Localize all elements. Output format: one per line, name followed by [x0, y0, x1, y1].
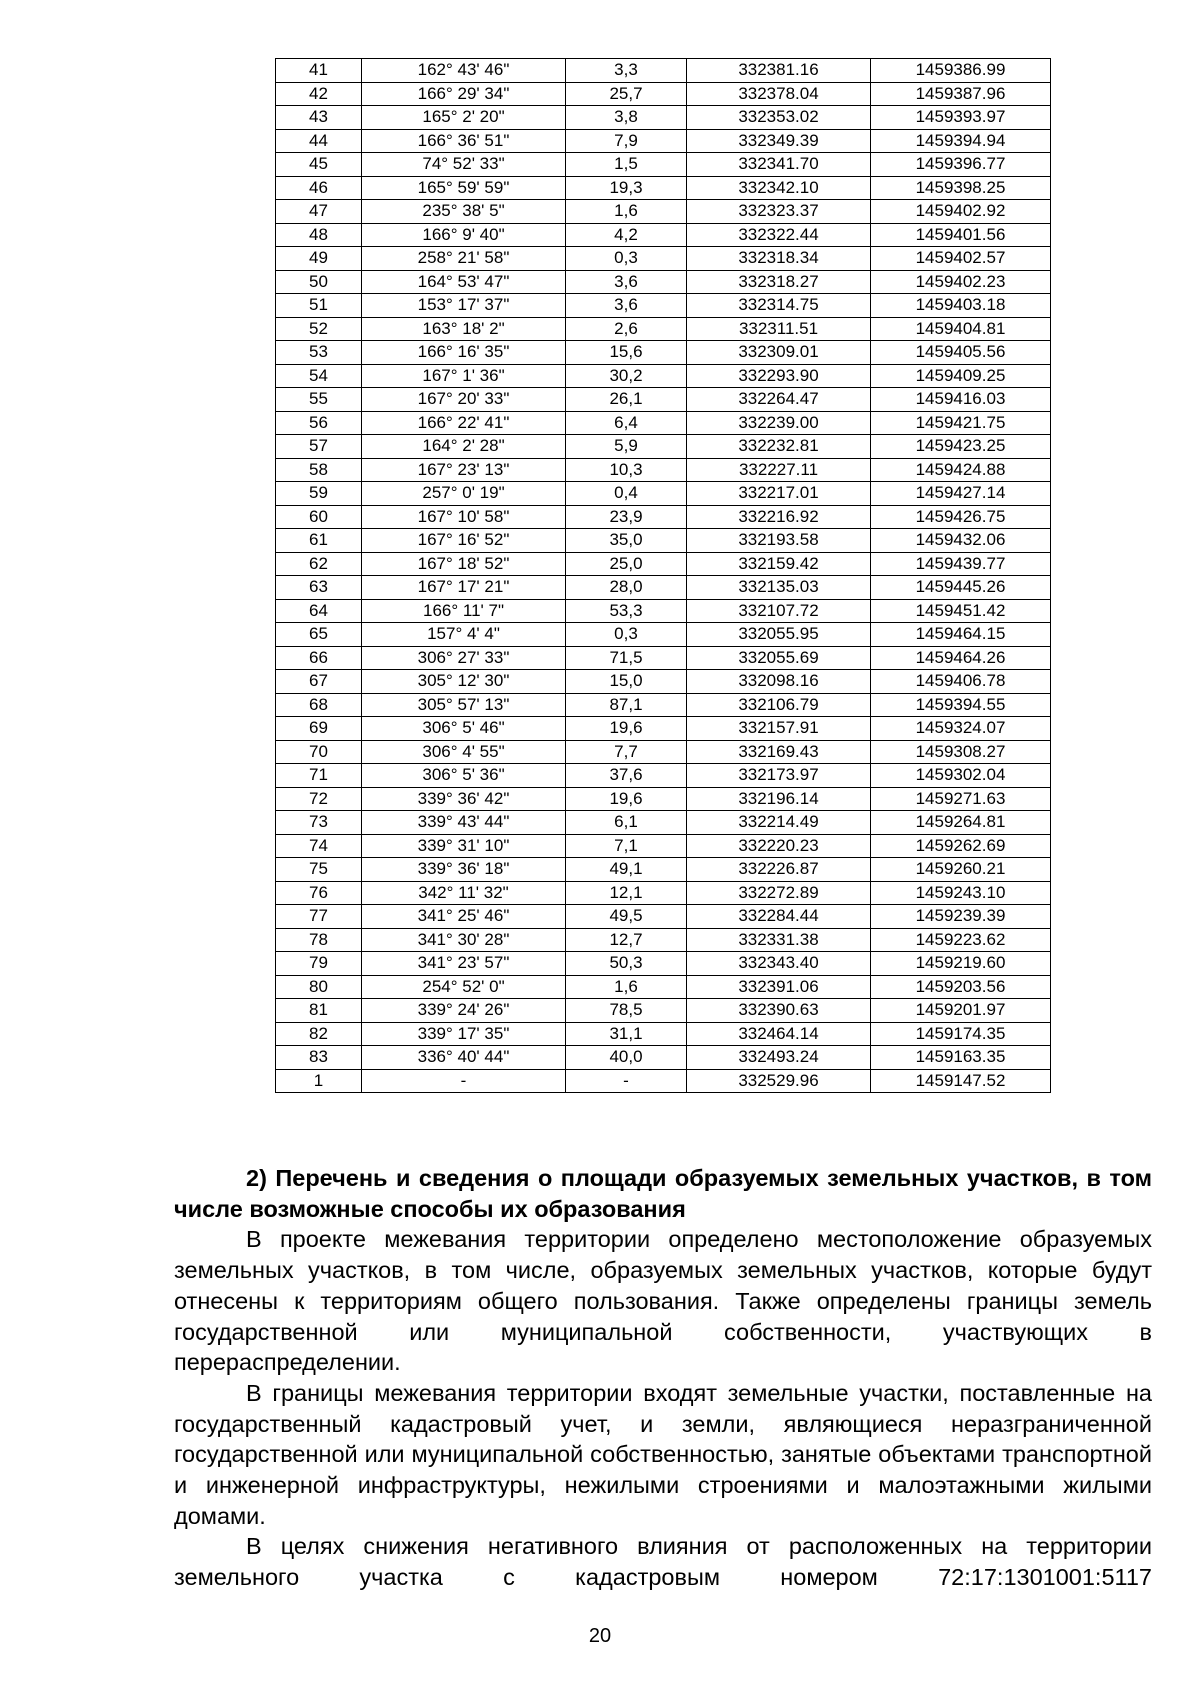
coordinates-table [275, 58, 1051, 1093]
table-row [276, 1069, 1051, 1093]
bearing-cell: 163° 18' 2" [362, 317, 566, 341]
table-row [276, 858, 1051, 882]
distance-cell: 3,3 [566, 59, 687, 83]
point-number-cell: 70 [276, 740, 362, 764]
table-row [276, 59, 1051, 83]
point-number-cell: 76 [276, 881, 362, 905]
y-coordinate-cell: 1459387.96 [871, 82, 1051, 106]
distance-cell: 37,6 [566, 764, 687, 788]
table-row [276, 599, 1051, 623]
bearing-cell: 306° 5' 46" [362, 717, 566, 741]
distance-cell: 50,3 [566, 952, 687, 976]
y-coordinate-cell: 1459262.69 [871, 834, 1051, 858]
y-coordinate-cell: 1459203.56 [871, 975, 1051, 999]
distance-cell: 25,7 [566, 82, 687, 106]
point-number-cell: 57 [276, 435, 362, 459]
point-number-cell: 73 [276, 811, 362, 835]
table-row [276, 364, 1051, 388]
point-number-cell: 48 [276, 223, 362, 247]
table-row [276, 435, 1051, 459]
x-coordinate-cell: 332391.06 [687, 975, 871, 999]
x-coordinate-cell: 332309.01 [687, 341, 871, 365]
x-coordinate-cell: 332196.14 [687, 787, 871, 811]
x-coordinate-cell: 332311.51 [687, 317, 871, 341]
bearing-cell: 167° 17' 21" [362, 576, 566, 600]
y-coordinate-cell: 1459421.75 [871, 411, 1051, 435]
bearing-cell: 157° 4' 4" [362, 623, 566, 647]
distance-cell: 31,1 [566, 1022, 687, 1046]
paragraph-2: В границы межевания территории входят земельные участки, поставленные на государственный кадастровый учет, и земли, являющиеся неразграниченной государственной или муниципальной собственностью, занятые объектами транспортной и инженерной инфраструктуры, нежилыми строениями и малоэтажными жилыми домами. [174, 1379, 1152, 1529]
x-coordinate-cell: 332216.92 [687, 505, 871, 529]
x-coordinate-cell: 332349.39 [687, 129, 871, 153]
bearing-cell: 167° 16' 52" [362, 529, 566, 553]
bearing-cell: 166° 22' 41" [362, 411, 566, 435]
point-number-cell: 42 [276, 82, 362, 106]
distance-cell: 49,1 [566, 858, 687, 882]
table-row [276, 341, 1051, 365]
point-number-cell: 77 [276, 905, 362, 929]
x-coordinate-cell: 332314.75 [687, 294, 871, 318]
bearing-cell: 165° 2' 20" [362, 106, 566, 130]
point-number-cell: 58 [276, 458, 362, 482]
y-coordinate-cell: 1459223.62 [871, 928, 1051, 952]
table-row [276, 82, 1051, 106]
table-row [276, 388, 1051, 412]
table-row [276, 176, 1051, 200]
bearing-cell: 166° 9' 40" [362, 223, 566, 247]
table-row [276, 153, 1051, 177]
table-row [276, 482, 1051, 506]
bearing-cell: 305° 57' 13" [362, 693, 566, 717]
distance-cell: 1,6 [566, 975, 687, 999]
distance-cell: 35,0 [566, 529, 687, 553]
point-number-cell: 53 [276, 341, 362, 365]
distance-cell: 0,3 [566, 247, 687, 271]
section-heading: 2) Перечень и сведения о площади образуемых земельных участков, в том числе возможные способы их образования [174, 1165, 1152, 1222]
y-coordinate-cell: 1459426.75 [871, 505, 1051, 529]
point-number-cell: 47 [276, 200, 362, 224]
x-coordinate-cell: 332331.38 [687, 928, 871, 952]
table-row [276, 623, 1051, 647]
point-number-cell: 83 [276, 1046, 362, 1070]
table-row [276, 576, 1051, 600]
y-coordinate-cell: 1459302.04 [871, 764, 1051, 788]
table-row [276, 999, 1051, 1023]
point-number-cell: 59 [276, 482, 362, 506]
distance-cell: 10,3 [566, 458, 687, 482]
coordinates-table-body [276, 59, 1051, 1093]
y-coordinate-cell: 1459424.88 [871, 458, 1051, 482]
distance-cell: 0,3 [566, 623, 687, 647]
distance-cell: 3,6 [566, 294, 687, 318]
table-row [276, 247, 1051, 271]
y-coordinate-cell: 1459402.92 [871, 200, 1051, 224]
distance-cell: 7,7 [566, 740, 687, 764]
table-row [276, 270, 1051, 294]
distance-cell: 15,0 [566, 670, 687, 694]
bearing-cell: 339° 43' 44" [362, 811, 566, 835]
y-coordinate-cell: 1459432.06 [871, 529, 1051, 553]
x-coordinate-cell: 332322.44 [687, 223, 871, 247]
point-number-cell: 66 [276, 646, 362, 670]
bearing-cell: 258° 21' 58" [362, 247, 566, 271]
bearing-cell: 341° 25' 46" [362, 905, 566, 929]
bearing-cell: 341° 30' 28" [362, 928, 566, 952]
x-coordinate-cell: 332272.89 [687, 881, 871, 905]
point-number-cell: 51 [276, 294, 362, 318]
table-row [276, 670, 1051, 694]
x-coordinate-cell: 332217.01 [687, 482, 871, 506]
table-row [276, 411, 1051, 435]
table-row [276, 223, 1051, 247]
table-row [276, 294, 1051, 318]
bearing-cell: 167° 1' 36" [362, 364, 566, 388]
distance-cell: 40,0 [566, 1046, 687, 1070]
point-number-cell: 54 [276, 364, 362, 388]
distance-cell: 15,6 [566, 341, 687, 365]
y-coordinate-cell: 1459401.56 [871, 223, 1051, 247]
bearing-cell: 167° 18' 52" [362, 552, 566, 576]
distance-cell: 7,9 [566, 129, 687, 153]
x-coordinate-cell: 332214.49 [687, 811, 871, 835]
table-row [276, 317, 1051, 341]
x-coordinate-cell: 332055.95 [687, 623, 871, 647]
bearing-cell: 162° 43' 46" [362, 59, 566, 83]
bearing-cell: 164° 2' 28" [362, 435, 566, 459]
x-coordinate-cell: 332098.16 [687, 670, 871, 694]
table-row [276, 905, 1051, 929]
x-coordinate-cell: 332493.24 [687, 1046, 871, 1070]
x-coordinate-cell: 332343.40 [687, 952, 871, 976]
bearing-cell: 167° 20' 33" [362, 388, 566, 412]
table-row [276, 740, 1051, 764]
point-number-cell: 65 [276, 623, 362, 647]
distance-cell: 25,0 [566, 552, 687, 576]
y-coordinate-cell: 1459445.26 [871, 576, 1051, 600]
bearing-cell: 166° 36' 51" [362, 129, 566, 153]
x-coordinate-cell: 332318.34 [687, 247, 871, 271]
table-row [276, 646, 1051, 670]
x-coordinate-cell: 332239.00 [687, 411, 871, 435]
table-row [276, 129, 1051, 153]
x-coordinate-cell: 332353.02 [687, 106, 871, 130]
y-coordinate-cell: 1459398.25 [871, 176, 1051, 200]
x-coordinate-cell: 332227.11 [687, 458, 871, 482]
bearing-cell: 339° 36' 42" [362, 787, 566, 811]
bearing-cell: 164° 53' 47" [362, 270, 566, 294]
table-row [276, 928, 1051, 952]
x-coordinate-cell: 332342.10 [687, 176, 871, 200]
y-coordinate-cell: 1459427.14 [871, 482, 1051, 506]
point-number-cell: 46 [276, 176, 362, 200]
x-coordinate-cell: 332284.44 [687, 905, 871, 929]
bearing-cell: 165° 59' 59" [362, 176, 566, 200]
point-number-cell: 69 [276, 717, 362, 741]
bearing-cell: 305° 12' 30" [362, 670, 566, 694]
table-row [276, 975, 1051, 999]
distance-cell: 71,5 [566, 646, 687, 670]
bearing-cell: 339° 17' 35" [362, 1022, 566, 1046]
y-coordinate-cell: 1459405.56 [871, 341, 1051, 365]
distance-cell: 78,5 [566, 999, 687, 1023]
distance-cell: 12,1 [566, 881, 687, 905]
point-number-cell: 49 [276, 247, 362, 271]
bearing-cell: 257° 0' 19" [362, 482, 566, 506]
y-coordinate-cell: 1459451.42 [871, 599, 1051, 623]
point-number-cell: 50 [276, 270, 362, 294]
x-coordinate-cell: 332055.69 [687, 646, 871, 670]
point-number-cell: 52 [276, 317, 362, 341]
table-row [276, 764, 1051, 788]
bearing-cell: 306° 5' 36" [362, 764, 566, 788]
y-coordinate-cell: 1459264.81 [871, 811, 1051, 835]
point-number-cell: 71 [276, 764, 362, 788]
table-row [276, 693, 1051, 717]
page-number: 20 [588, 1625, 612, 1647]
x-coordinate-cell: 332106.79 [687, 693, 871, 717]
x-coordinate-cell: 332341.70 [687, 153, 871, 177]
y-coordinate-cell: 1459308.27 [871, 740, 1051, 764]
point-number-cell: 82 [276, 1022, 362, 1046]
y-coordinate-cell: 1459404.81 [871, 317, 1051, 341]
bearing-cell: 166° 11' 7" [362, 599, 566, 623]
paragraph-3: В целях снижения негативного влияния от расположенных на территории земельного участка с кадастровым номером 72:17:1301001:5117 [174, 1533, 1152, 1591]
point-number-cell: 60 [276, 505, 362, 529]
y-coordinate-cell: 1459402.57 [871, 247, 1051, 271]
table-row [276, 552, 1051, 576]
point-number-cell: 41 [276, 59, 362, 83]
distance-cell: 3,6 [566, 270, 687, 294]
bearing-cell: 306° 27' 33" [362, 646, 566, 670]
y-coordinate-cell: 1459219.60 [871, 952, 1051, 976]
bearing-cell: 339° 24' 26" [362, 999, 566, 1023]
y-coordinate-cell: 1459163.35 [871, 1046, 1051, 1070]
x-coordinate-cell: 332173.97 [687, 764, 871, 788]
x-coordinate-cell: 332169.43 [687, 740, 871, 764]
point-number-cell: 56 [276, 411, 362, 435]
distance-cell: 30,2 [566, 364, 687, 388]
distance-cell: 19,6 [566, 717, 687, 741]
bearing-cell: 306° 4' 55" [362, 740, 566, 764]
point-number-cell: 78 [276, 928, 362, 952]
point-number-cell: 45 [276, 153, 362, 177]
y-coordinate-cell: 1459464.15 [871, 623, 1051, 647]
y-coordinate-cell: 1459394.94 [871, 129, 1051, 153]
x-coordinate-cell: 332232.81 [687, 435, 871, 459]
distance-cell: 26,1 [566, 388, 687, 412]
bearing-cell: 74° 52' 33" [362, 153, 566, 177]
y-coordinate-cell: 1459402.23 [871, 270, 1051, 294]
x-coordinate-cell: 332193.58 [687, 529, 871, 553]
bearing-cell: 167° 10' 58" [362, 505, 566, 529]
point-number-cell: 64 [276, 599, 362, 623]
x-coordinate-cell: 332378.04 [687, 82, 871, 106]
x-coordinate-cell: 332159.42 [687, 552, 871, 576]
bearing-cell: 153° 17' 37" [362, 294, 566, 318]
distance-cell: 1,6 [566, 200, 687, 224]
distance-cell: 4,2 [566, 223, 687, 247]
distance-cell: - [566, 1069, 687, 1093]
table-row [276, 811, 1051, 835]
point-number-cell: 61 [276, 529, 362, 553]
table-row [276, 106, 1051, 130]
distance-cell: 23,9 [566, 505, 687, 529]
distance-cell: 0,4 [566, 482, 687, 506]
point-number-cell: 67 [276, 670, 362, 694]
distance-cell: 28,0 [566, 576, 687, 600]
point-number-cell: 68 [276, 693, 362, 717]
bearing-cell: 254° 52' 0" [362, 975, 566, 999]
y-coordinate-cell: 1459403.18 [871, 294, 1051, 318]
table-row [276, 1046, 1051, 1070]
x-coordinate-cell: 332464.14 [687, 1022, 871, 1046]
bearing-cell: 166° 29' 34" [362, 82, 566, 106]
x-coordinate-cell: 332318.27 [687, 270, 871, 294]
x-coordinate-cell: 332323.37 [687, 200, 871, 224]
y-coordinate-cell: 1459386.99 [871, 59, 1051, 83]
point-number-cell: 81 [276, 999, 362, 1023]
x-coordinate-cell: 332381.16 [687, 59, 871, 83]
x-coordinate-cell: 332107.72 [687, 599, 871, 623]
point-number-cell: 1 [276, 1069, 362, 1093]
distance-cell: 53,3 [566, 599, 687, 623]
bearing-cell: 235° 38' 5" [362, 200, 566, 224]
distance-cell: 87,1 [566, 693, 687, 717]
point-number-cell: 63 [276, 576, 362, 600]
bearing-cell: 339° 31' 10" [362, 834, 566, 858]
y-coordinate-cell: 1459423.25 [871, 435, 1051, 459]
y-coordinate-cell: 1459260.21 [871, 858, 1051, 882]
x-coordinate-cell: 332293.90 [687, 364, 871, 388]
table-row [276, 834, 1051, 858]
distance-cell: 12,7 [566, 928, 687, 952]
point-number-cell: 75 [276, 858, 362, 882]
distance-cell: 6,4 [566, 411, 687, 435]
point-number-cell: 72 [276, 787, 362, 811]
bearing-cell: 166° 16' 35" [362, 341, 566, 365]
table-row [276, 881, 1051, 905]
x-coordinate-cell: 332264.47 [687, 388, 871, 412]
point-number-cell: 74 [276, 834, 362, 858]
table-row [276, 200, 1051, 224]
point-number-cell: 55 [276, 388, 362, 412]
distance-cell: 19,3 [566, 176, 687, 200]
table-row [276, 529, 1051, 553]
y-coordinate-cell: 1459243.10 [871, 881, 1051, 905]
x-coordinate-cell: 332390.63 [687, 999, 871, 1023]
distance-cell: 7,1 [566, 834, 687, 858]
y-coordinate-cell: 1459406.78 [871, 670, 1051, 694]
x-coordinate-cell: 332135.03 [687, 576, 871, 600]
point-number-cell: 79 [276, 952, 362, 976]
table-row [276, 952, 1051, 976]
y-coordinate-cell: 1459439.77 [871, 552, 1051, 576]
paragraph-1: В проекте межевания территории определено местоположение образуемых земельных участков, в том числе, образуемых земельных участков, которые будут отнесены к территориям общего пользования. Также определены границы земель государственной или муниципальной собственности, участвующих в перераспределении. [174, 1226, 1152, 1376]
y-coordinate-cell: 1459409.25 [871, 364, 1051, 388]
x-coordinate-cell: 332226.87 [687, 858, 871, 882]
distance-cell: 1,5 [566, 153, 687, 177]
point-number-cell: 62 [276, 552, 362, 576]
y-coordinate-cell: 1459416.03 [871, 388, 1051, 412]
y-coordinate-cell: 1459147.52 [871, 1069, 1051, 1093]
distance-cell: 2,6 [566, 317, 687, 341]
point-number-cell: 43 [276, 106, 362, 130]
table-row [276, 787, 1051, 811]
bearing-cell: 342° 11' 32" [362, 881, 566, 905]
y-coordinate-cell: 1459174.35 [871, 1022, 1051, 1046]
bearing-cell: - [362, 1069, 566, 1093]
bearing-cell: 336° 40' 44" [362, 1046, 566, 1070]
table-row [276, 505, 1051, 529]
y-coordinate-cell: 1459396.77 [871, 153, 1051, 177]
distance-cell: 19,6 [566, 787, 687, 811]
y-coordinate-cell: 1459394.55 [871, 693, 1051, 717]
y-coordinate-cell: 1459201.97 [871, 999, 1051, 1023]
distance-cell: 3,8 [566, 106, 687, 130]
distance-cell: 49,5 [566, 905, 687, 929]
y-coordinate-cell: 1459271.63 [871, 787, 1051, 811]
bearing-cell: 167° 23' 13" [362, 458, 566, 482]
distance-cell: 6,1 [566, 811, 687, 835]
table-row [276, 717, 1051, 741]
y-coordinate-cell: 1459324.07 [871, 717, 1051, 741]
y-coordinate-cell: 1459239.39 [871, 905, 1051, 929]
bearing-cell: 341° 23' 57" [362, 952, 566, 976]
x-coordinate-cell: 332157.91 [687, 717, 871, 741]
table-row [276, 1022, 1051, 1046]
section-text [174, 1163, 1152, 1593]
point-number-cell: 80 [276, 975, 362, 999]
y-coordinate-cell: 1459393.97 [871, 106, 1051, 130]
point-number-cell: 44 [276, 129, 362, 153]
x-coordinate-cell: 332529.96 [687, 1069, 871, 1093]
y-coordinate-cell: 1459464.26 [871, 646, 1051, 670]
distance-cell: 5,9 [566, 435, 687, 459]
x-coordinate-cell: 332220.23 [687, 834, 871, 858]
bearing-cell: 339° 36' 18" [362, 858, 566, 882]
table-row [276, 458, 1051, 482]
